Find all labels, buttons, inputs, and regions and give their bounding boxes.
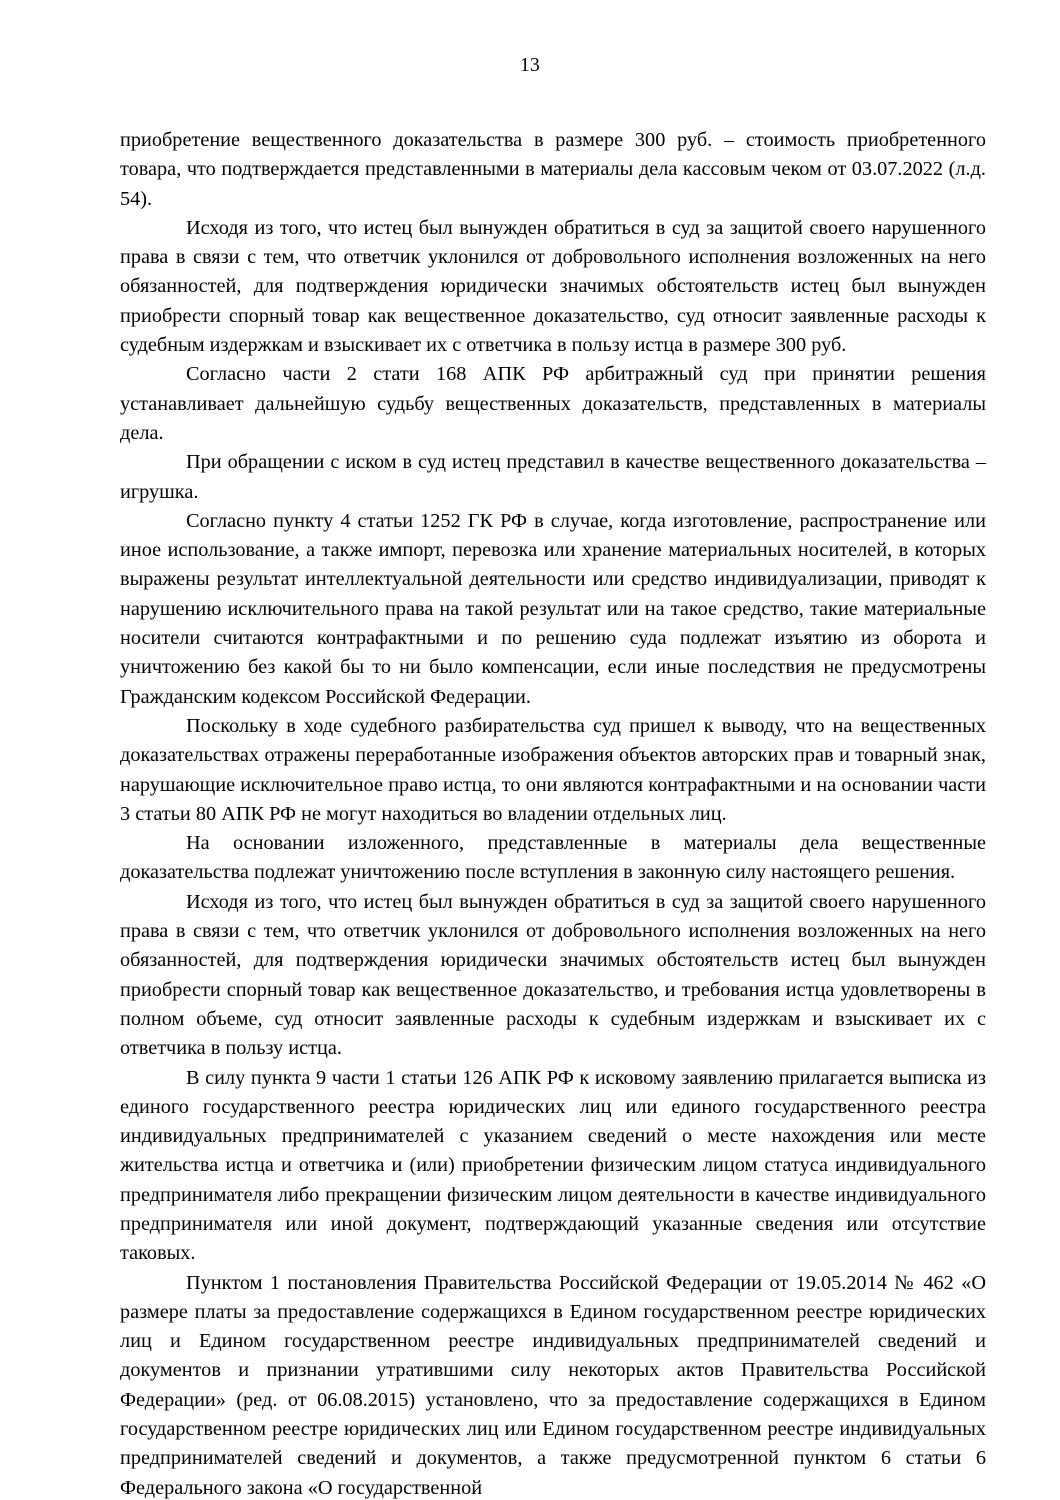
paragraph: приобретение вещественного доказательства в размере 300 руб. – стоимость приобретенного товара, что подтверждается представленными в материалы дела кассовым чеком от 03.07.2022 (л.д. 54).	[120, 129, 986, 210]
paragraph: При обращении с иском в суд истец представил в качестве вещественного доказательства – игрушка.	[120, 451, 986, 503]
paragraph: Поскольку в ходе судебного разбирательства суд пришел к выводу, что на вещественных доказательствах отражены переработанные изображения объектов авторских прав и товарный знак, нарушающие исключительное право истца, то они являются контрафактными и на основании части 3 статьи 80 АПК РФ не могут находиться во владении отдельных лиц.	[120, 714, 986, 825]
paragraph: Согласно части 2 стати 168 АПК РФ арбитражный суд при принятии решения устанавливает дальнейшую судьбу вещественных доказательств, представленных в материалы дела.	[120, 363, 986, 444]
document-body	[120, 126, 986, 1500]
paragraph: Исходя из того, что истец был вынужден обратиться в суд за защитой своего нарушенного права в связи с тем, что ответчик уклонился от добровольного исполнения возложенных на него обязанностей, для подтверждения юридически значимых обстоятельств истец был вынужден приобрести спорный товар как вещественное доказательство, и требования истца удовлетворены в полном объеме, суд относит заявленные расходы к судебным издержкам и взыскивает их с ответчика в пользу истца.	[120, 890, 986, 1060]
page-number: 13	[520, 55, 540, 76]
paragraph: Согласно пункту 4 статьи 1252 ГК РФ в случае, когда изготовление, распространение или иное использование, а также импорт, перевозка или хранение материальных носителей, в которых выражены результат интеллектуальной деятельности или средство индивидуализации, приводят к нарушению исключительного права на такой результат или на такое средство, такие материальные носители считаются контрафактными и по решению суда подлежат изъятию из оборота и уничтожению без какой бы то ни было компенсации, если иные последствия не предусмотрены Гражданским кодексом Российской Федерации.	[120, 509, 986, 708]
paragraph: Исходя из того, что истец был вынужден обратиться в суд за защитой своего нарушенного права в связи с тем, что ответчик уклонился от добровольного исполнения возложенных на него обязанностей, для подтверждения юридически значимых обстоятельств истец был вынужден приобрести спорный товар как вещественное доказательство, суд относит заявленные расходы к судебным издержкам и взыскивает их с ответчика в пользу истца в размере 300 руб.	[120, 216, 986, 357]
paragraph: Пунктом 1 постановления Правительства Российской Федерации от 19.05.2014 № 462 «О размере платы за предоставление содержащихся в Едином государственном реестре юридических лиц и Едином государственном реестре индивидуальных предпринимателей сведений и документов и признании утратившими силу некоторых актов Правительства Российской Федерации» (ред. от 06.08.2015) установлено, что за предоставление содержащихся в Едином государственном реестре юридических лиц или Едином государственном реестре индивидуальных предпринимателей сведений и документов, а также предусмотренной пунктом 6 статьи 6 Федерального закона «О государственной	[120, 1271, 986, 1499]
paragraph: В силу пункта 9 части 1 статьи 126 АПК РФ к исковому заявлению прилагается выписка из единого государственного реестра юридических лиц или единого государственного реестра индивидуальных предпринимателей с указанием сведений о месте нахождения или месте жительства истца и ответчика и (или) приобретении физическим лицом статуса индивидуального предпринимателя либо прекращении физическим лицом деятельности в качестве индивидуального предпринимателя или иной документ, подтверждающий указанные сведения или отсутствие таковых.	[120, 1066, 986, 1265]
paragraph: На основании изложенного, представленные в материалы дела вещественные доказательства подлежат уничтожению после вступления в законную силу настоящего решения.	[120, 832, 986, 884]
